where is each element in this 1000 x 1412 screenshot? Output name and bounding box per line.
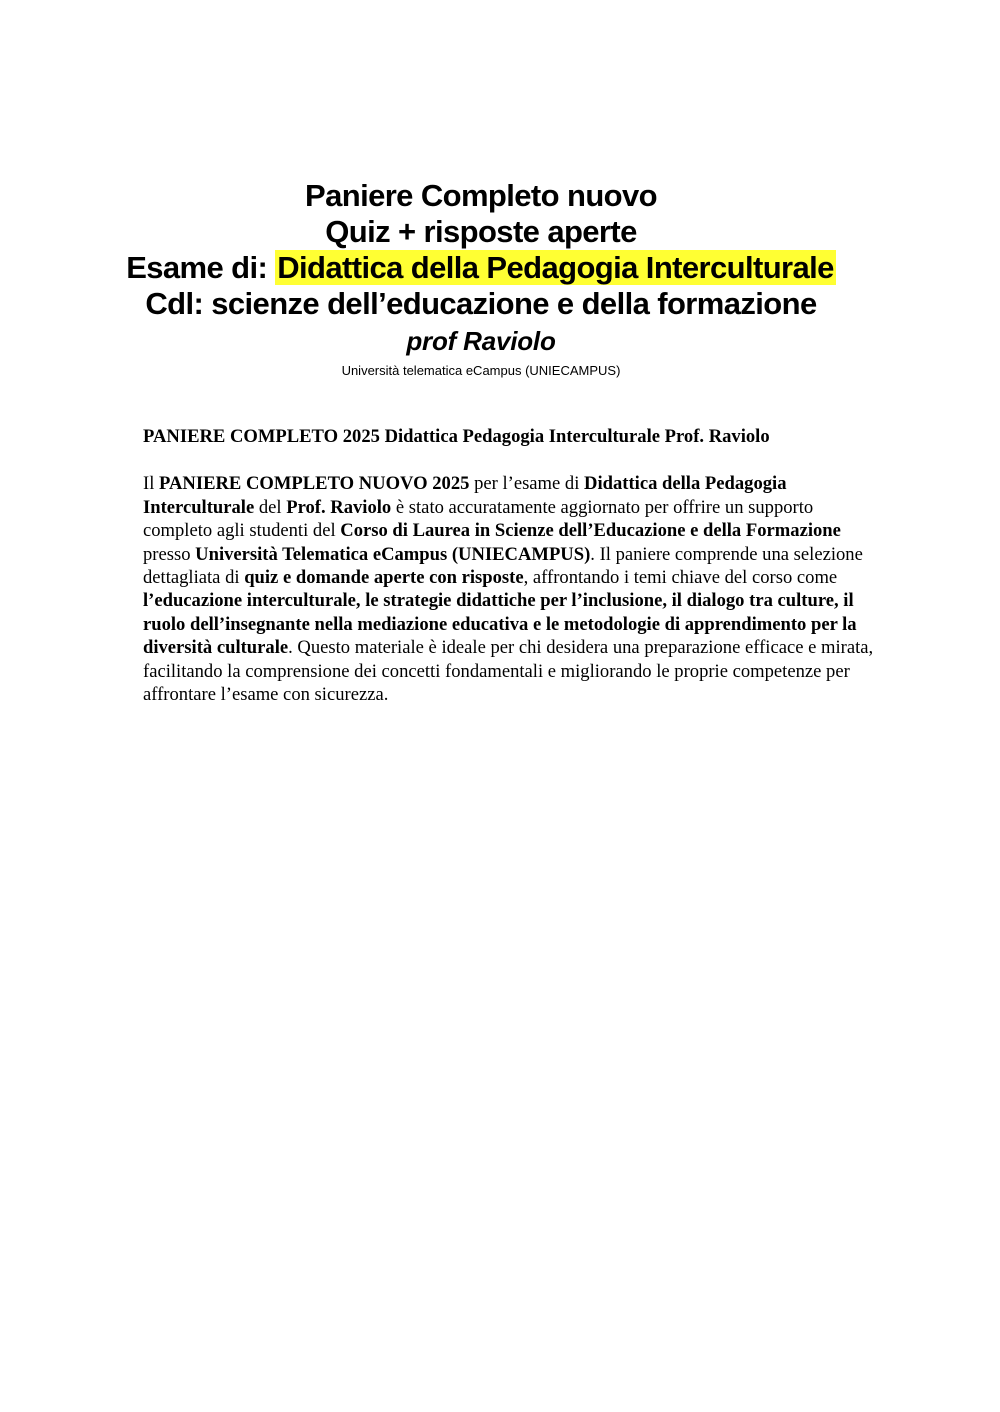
exam-subject-highlight: Didattica della Pedagogia Interculturale xyxy=(277,250,834,285)
paragraph-text-run: è stato accuratamente aggiornato per offrire un supporto completo agli studenti del xyxy=(143,496,814,542)
description-paragraph xyxy=(143,472,883,706)
paragraph-text-run: . Questo materiale è ideale per chi desidera una preparazione efficace e mirata, facilitando la comprensione dei concetti fondamentali e migliorando le proprie competenze per affrontare l’esame con sicurezza. xyxy=(143,637,874,706)
exam-line xyxy=(0,250,962,286)
document-header xyxy=(0,178,962,380)
paragraph-text-run: per l’esame di xyxy=(469,473,585,495)
university-name: Università telematica eCampus (UNIECAMPUS) xyxy=(341,363,621,378)
paragraph-bold-run: quiz e domande aperte con risposte xyxy=(244,567,524,589)
paragraph-text-run: , affrontando i temi chiave del corso come xyxy=(523,567,838,589)
paragraph-bold-run: Prof. Raviolo xyxy=(286,496,392,518)
paragraph-text-run: Il xyxy=(143,473,160,495)
paragraph-text-run: . Il paniere comprende una selezione dettagliata di xyxy=(143,543,863,589)
section-title: PANIERE COMPLETO 2025 Didattica Pedagogia Interculturale Prof. Raviolo xyxy=(143,426,770,447)
paragraph-text-run: del xyxy=(254,496,287,518)
paragraph-bold-run: l’educazione interculturale, le strategie didattiche per l’inclusione, il dialogo tra culture, il ruolo dell’insegnante nella mediazione educativa e le metodologie di apprendimento per la diversità culturale xyxy=(143,590,857,659)
exam-label: Esame di: xyxy=(126,250,276,285)
paragraph-bold-run: PANIERE COMPLETO NUOVO 2025 xyxy=(159,473,470,495)
title-line-1: Paniere Completo nuovo xyxy=(305,178,657,213)
professor-name: prof Raviolo xyxy=(406,326,556,356)
title-line-2: Quiz + risposte aperte xyxy=(325,214,637,249)
paragraph-bold-run: Didattica della Pedagogia Interculturale xyxy=(143,473,787,518)
document-body xyxy=(143,425,883,706)
paragraph-bold-run: Università Telematica eCampus (UNIECAMPUS) xyxy=(195,543,591,565)
degree-line: Cdl: scienze dell’educazione e della formazione xyxy=(145,286,817,321)
paragraph-text-run: presso xyxy=(143,543,196,565)
paragraph-bold-run: Corso di Laurea in Scienze dell’Educazione e della Formazione xyxy=(340,520,841,542)
